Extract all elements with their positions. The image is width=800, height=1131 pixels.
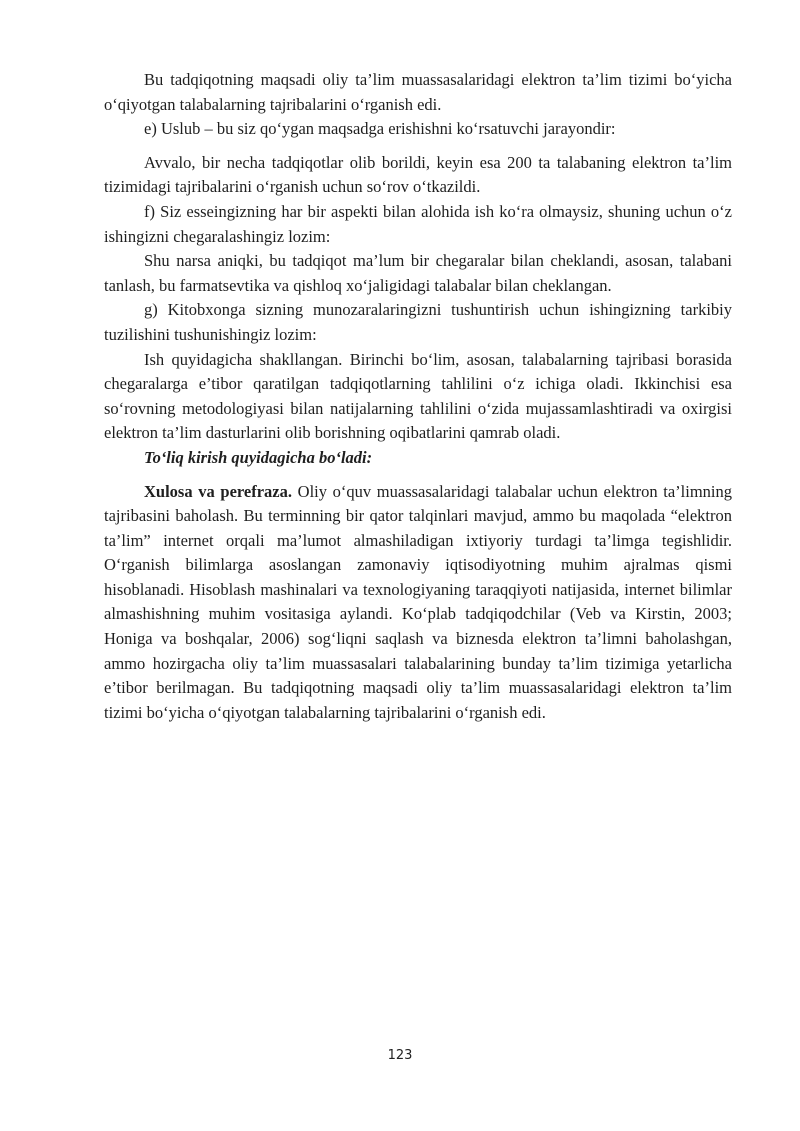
paragraph-method: Avvalo, bir necha tadqiqotlar olib borildi, keyin esa 200 ta talabaning elektron ta’lim tizimidagi tajribalarini o‘rganish uchun so‘rov o‘tkazildi. bbox=[104, 152, 732, 197]
paragraph-conclusion bbox=[104, 480, 732, 726]
paragraph-method-heading: e) Uslub – bu siz qo‘ygan maqsadga erishishni ko‘rsatuvchi jarayondir: bbox=[144, 119, 616, 139]
paragraph-structure-heading: g) Kitobxonga sizning munozaralaringizni tushuntirish uchun ishingizning tarkibiy tuzilishini tushunishingiz lozim: bbox=[104, 300, 732, 344]
conclusion-lead: Xulosa va perefraza. bbox=[144, 481, 293, 501]
paragraph-structure: Ish quyidagicha shakllangan. Birinchi bo‘lim, asosan, talabalarning tajribasi borasida chegaralarga e’tibor qaratilgan tadqiqotlarning tahlilini o‘z ichiga oladi. Ikkinchisi esa so‘rovning metodologiyasi bilan natijalarning tahlilini o‘zida mujassamlashtiradi va oxirgisi elektron ta’lim dasturlarini olib borishning oqibatlarini qamrab oladi. bbox=[104, 349, 732, 443]
paragraph-limits-heading: f) Siz esseingizning har bir aspekti bilan alohida ish ko‘ra olmaysiz, shuning uchun o‘z ishingizni chegaralashingiz lozim: bbox=[104, 201, 732, 246]
page-number: 123 bbox=[387, 1048, 413, 1063]
section-heading: To‘liq kirish quyidagicha bo‘ladi: bbox=[144, 447, 373, 467]
paragraph-aim: Bu tadqiqotning maqsadi oliy ta’lim muassasalaridagi elektron ta’lim tizimi bo‘yicha o‘qiyotgan talabalarning tajribalarini o‘rganish edi. bbox=[104, 70, 732, 114]
conclusion-text: Oliy o‘quv muassasalaridagi talabalar uchun elektron ta’limning tajribasini baholash. Bu terminning bir qator talqinlari mavjud, ammo bu maqolada “elektron ta’lim” internet orqali ma’lumot almashiladigan ixtiyoriy turdagi ta’limga tegishlidir. O‘rganish bilimlarga asoslangan zamonaviy iqtisodiyotning muhim ajralmas qismi hisoblanadi. Hisoblash mashinalari va texnologiyaning taraqqiyoti natijasida, internet bilimlar almashishning muhim vositasiga aylandi. Ko‘plab tadqiqodchilar (Veb va Kirstin, 2003; Honiga va boshqalar, 2006) sog‘liqni saqlash va biznesda elektron ta’limni baholashgan, ammo hozirgacha oliy ta’lim muassasalari talabalarining bunday ta’lim tizimiga yetarlicha e’tibor berilmagan. Bu tadqiqotning maqsadi oliy ta’lim muassasalaridagi elektron ta’lim tizimi bo‘yicha o‘qiyotgan talabalarning tajribalarini o‘rganish edi. bbox=[104, 481, 732, 722]
page-body bbox=[104, 68, 732, 725]
paragraph-limits: Shu narsa aniqki, bu tadqiqot ma’lum bir chegaralar bilan cheklandi, asosan, talabani tanlash, bu farmatsevtika va qishloq xo‘jaligidagi talabalar bilan cheklangan. bbox=[104, 251, 732, 295]
